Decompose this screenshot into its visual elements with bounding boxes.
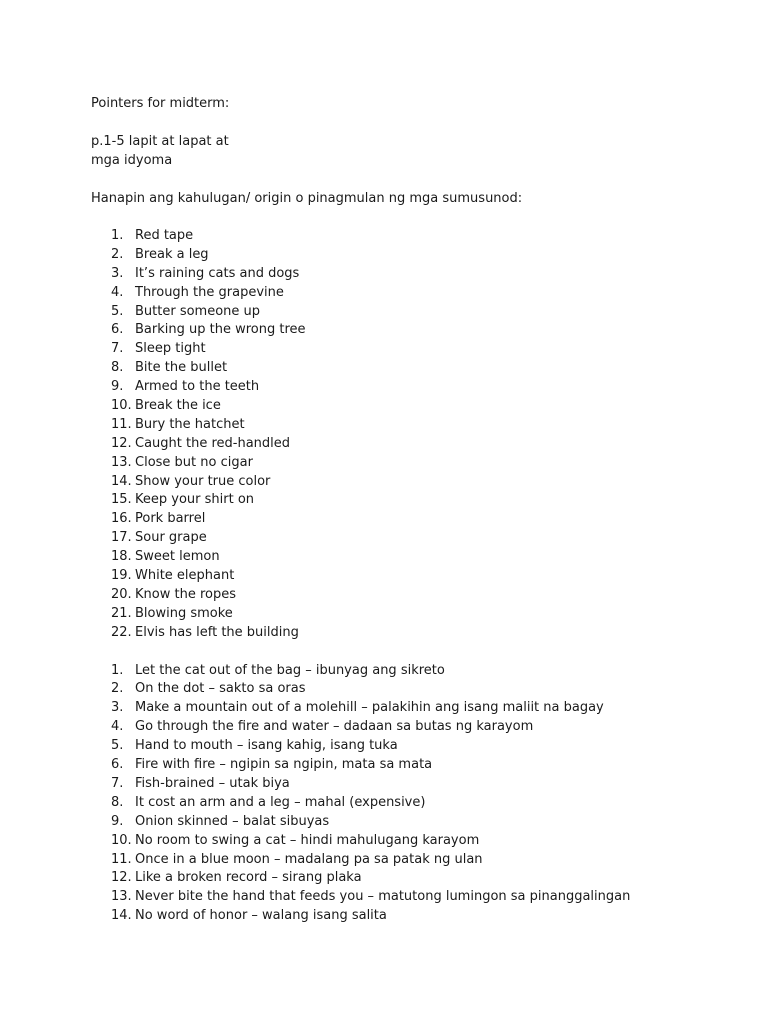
list-item-text: Through the grapevine (135, 284, 284, 300)
list-item (91, 510, 748, 529)
spacer (91, 113, 748, 132)
list-item-number: 20. (111, 586, 132, 602)
list-item (91, 737, 748, 756)
list-item (91, 869, 748, 888)
list-item-text: Bury the hatchet (135, 416, 245, 432)
list-item (91, 246, 748, 265)
list-item-text: Never bite the hand that feeds you – matutong lumingon sa pinanggalingan (135, 889, 631, 905)
list-item-text: Show your true color (135, 473, 271, 489)
list-item (91, 321, 748, 340)
document-page (91, 94, 748, 926)
list-item-text: Make a mountain out of a molehill – palakihin ang isang maliit na bagay (135, 700, 604, 716)
list-item-text: Hand to mouth – isang kahig, isang tuka (135, 738, 398, 754)
spacer (91, 170, 748, 189)
list-item-text: On the dot – sakto sa oras (135, 681, 306, 697)
list-item-number: 10. (111, 398, 132, 414)
list-item-text: Sleep tight (135, 341, 206, 357)
list-item (91, 473, 748, 492)
list-item-number: 4. (111, 719, 124, 735)
list-item-number: 2. (111, 681, 124, 697)
list-item-text: Fish-brained – utak biya (135, 775, 290, 791)
list-item-number: 14. (111, 473, 132, 489)
list-item-text: Blowing smoke (135, 605, 233, 621)
list-item (91, 397, 748, 416)
list-item-text: Bite the bullet (135, 360, 228, 376)
list-item-text: Barking up the wrong tree (135, 322, 306, 338)
instruction-line: Hanapin ang kahulugan/ origin o pinagmulan ng mga sumusunod: (91, 191, 523, 206)
idiom-list-1 (91, 227, 748, 643)
list-item (91, 605, 748, 624)
list-item (91, 775, 748, 794)
list-item (91, 699, 748, 718)
list-item (91, 624, 748, 643)
list-item-text: White elephant (135, 568, 235, 584)
list-item-text: Once in a blue moon – madalang pa sa patak ng ulan (135, 851, 483, 867)
list-item-number: 15. (111, 492, 132, 508)
list-item-number: 22. (111, 624, 132, 640)
list-item (91, 284, 748, 303)
list-item-text: Caught the red-handled (135, 435, 291, 451)
list-item-number: 9. (111, 379, 124, 395)
list-item-text: Go through the fire and water – dadaan sa butas ng karayom (135, 719, 534, 735)
list-item-text: Keep your shirt on (135, 492, 255, 508)
list-item (91, 359, 748, 378)
list-item-number: 12. (111, 870, 132, 886)
list-item-number: 5. (111, 738, 124, 754)
list-item-number: 1. (111, 662, 124, 678)
idiom-list-2 (91, 662, 748, 926)
list-item (91, 586, 748, 605)
list-item-text: Sweet lemon (135, 549, 220, 565)
list-item-number: 9. (111, 813, 124, 829)
list-item-number: 10. (111, 832, 132, 848)
list-item (91, 662, 748, 681)
list-item (91, 813, 748, 832)
list-item-text: It’s raining cats and dogs (135, 265, 300, 281)
list-item (91, 794, 748, 813)
list-item-number: 5. (111, 303, 124, 319)
pages-line: p.1-5 lapit at lapat at (91, 134, 229, 149)
list-item (91, 491, 748, 510)
spacer (91, 208, 748, 227)
list-item-text: Let the cat out of the bag – ibunyag ang sikreto (135, 662, 445, 678)
document-heading: Pointers for midterm: (91, 96, 230, 111)
list-item-text: It cost an arm and a leg – mahal (expensive) (135, 794, 426, 810)
list-item-text: Know the ropes (135, 586, 236, 602)
list-item-text: No word of honor – walang isang salita (135, 908, 387, 924)
list-item (91, 888, 748, 907)
list-item-number: 2. (111, 246, 124, 262)
list-item-number: 7. (111, 775, 124, 791)
list-item-number: 3. (111, 265, 124, 281)
list-item (91, 529, 748, 548)
list-item (91, 851, 748, 870)
list-item (91, 907, 748, 926)
list-item-text: Break a leg (135, 246, 209, 262)
list-item-text: Break the ice (135, 398, 221, 414)
list-item-number: 14. (111, 908, 132, 924)
list-item-number: 13. (111, 454, 132, 470)
list-item-text: Fire with fire – ngipin sa ngipin, mata sa mata (135, 757, 433, 773)
list-item-number: 8. (111, 360, 124, 376)
list-item (91, 227, 748, 246)
list-item-text: Sour grape (135, 530, 207, 546)
list-item-number: 21. (111, 605, 132, 621)
list-item-text: Elvis has left the building (135, 624, 299, 640)
list-item-number: 18. (111, 549, 132, 565)
list-item (91, 832, 748, 851)
list-item-number: 8. (111, 794, 124, 810)
list-item (91, 680, 748, 699)
list-item (91, 756, 748, 775)
list-item (91, 435, 748, 454)
list-item (91, 567, 748, 586)
list-item (91, 303, 748, 322)
list-item-number: 11. (111, 416, 132, 432)
list-item (91, 416, 748, 435)
list-item-number: 13. (111, 889, 132, 905)
list-item-text: Butter someone up (135, 303, 261, 319)
list-item (91, 718, 748, 737)
list-item-text: Armed to the teeth (135, 379, 260, 395)
list-item (91, 378, 748, 397)
list-item (91, 265, 748, 284)
list-item-number: 4. (111, 284, 124, 300)
list-item (91, 548, 748, 567)
list-item-text: Like a broken record – sirang plaka (135, 870, 362, 886)
list-item-number: 1. (111, 228, 124, 243)
spacer (91, 643, 748, 662)
list-item-text: No room to swing a cat – hindi mahulugang karayom (135, 832, 480, 848)
list-item-text: Close but no cigar (135, 454, 253, 470)
list-item-number: 11. (111, 851, 132, 867)
topic-line: mga idyoma (91, 153, 173, 168)
list-item-number: 3. (111, 700, 124, 716)
list-item-text: Onion skinned – balat sibuyas (135, 813, 330, 829)
list-item-number: 19. (111, 568, 132, 584)
list-item-number: 7. (111, 341, 124, 357)
list-item-number: 6. (111, 757, 124, 773)
list-item (91, 454, 748, 473)
list-item-text: Pork barrel (135, 511, 206, 527)
list-item-number: 12. (111, 435, 132, 451)
list-item-number: 16. (111, 511, 132, 527)
list-item-text: Red tape (135, 228, 194, 243)
list-item-number: 17. (111, 530, 132, 546)
list-item-number: 6. (111, 322, 124, 338)
list-item (91, 340, 748, 359)
